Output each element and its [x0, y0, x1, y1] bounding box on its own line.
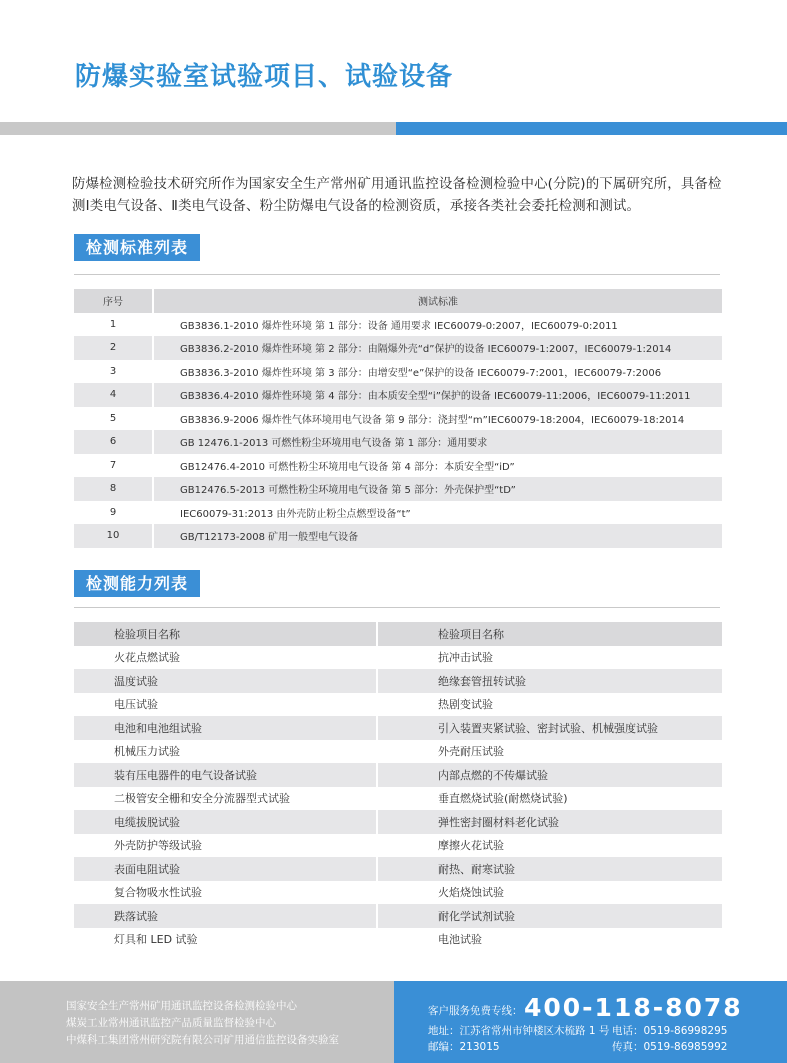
- row-number: 3: [109, 365, 117, 377]
- test-item-right: 火焰烧蚀试验: [438, 886, 504, 900]
- standard-text: GB3836.4-2010 爆炸性环境 第 4 部分：由本质安全型“i”保护的设备 IEC60079-11:2006，IEC60079-11:2011: [154, 383, 722, 407]
- hotline-number: 400-118-8078: [524, 993, 743, 1022]
- capabilities-divider: [74, 607, 720, 608]
- table-row: [74, 810, 722, 834]
- address: 地址：江苏省常州市钟楼区木梳路 1 号: [428, 1025, 610, 1037]
- test-item-right: 内部点燃的不传爆试验: [378, 763, 722, 787]
- table-row: [74, 477, 722, 501]
- postcode: 邮编：213015: [428, 1041, 500, 1053]
- standard-text: GB12476.4-2010 可燃性粉尘环境用电气设备 第 4 部分：本质安全型“iD”: [180, 461, 515, 473]
- capabilities-heading: 检测能力列表: [74, 570, 200, 597]
- table-row: [74, 881, 722, 905]
- row-number: 8: [74, 477, 152, 501]
- footer-organizations: [0, 981, 394, 1063]
- standard-text: GB3836.2-2010 爆炸性环境 第 2 部分：由隔爆外壳“d”保护的设备 IEC60079-1:2007，IEC60079-1:2014: [154, 336, 722, 360]
- standards-table: [74, 289, 722, 548]
- row-number: 4: [74, 383, 152, 407]
- standard-text: IEC60079-31:2013 由外壳防止粉尘点燃型设备“t”: [180, 508, 411, 520]
- table-row: [74, 430, 722, 454]
- table-row: [74, 763, 722, 787]
- row-number: 10: [74, 524, 152, 548]
- test-item-right: 垂直燃烧试验(耐燃烧试验): [438, 792, 568, 806]
- org-line: 国家安全生产常州矿用通讯监控设备检测检验中心: [66, 1000, 297, 1012]
- test-item-left: 复合物吸水性试验: [114, 886, 202, 900]
- page-title: 防爆实验室试验项目、试验设备: [75, 62, 454, 92]
- table-row: [74, 716, 722, 740]
- table-row: [74, 360, 722, 384]
- test-item-right: 热剧变试验: [438, 698, 493, 712]
- org-line: 中煤科工集团常州研究院有限公司矿用通信监控设备实验室: [66, 1034, 339, 1046]
- test-item-left: 装有压电器件的电气设备试验: [74, 763, 376, 787]
- test-item-left: 跌落试验: [74, 904, 376, 928]
- table-row: [74, 524, 722, 548]
- header-bar-gray: [0, 122, 396, 135]
- test-item-right: 摩擦火花试验: [438, 839, 504, 853]
- standard-text: GB 12476.1-2013 可燃性粉尘环境用电气设备 第 1 部分：通用要求: [154, 430, 722, 454]
- row-number: 2: [74, 336, 152, 360]
- test-item-right: 电池试验: [438, 933, 482, 947]
- column-header-no: 序号: [74, 289, 152, 313]
- test-item-right: 绝缘套管扭转试验: [378, 669, 722, 693]
- standard-text: GB3836.1-2010 爆炸性环境 第 1 部分：设备 通用要求 IEC60079-0:2007，IEC60079-0:2011: [180, 320, 618, 332]
- standard-text: GB/T12173-2008 矿用一般型电气设备: [154, 524, 722, 548]
- table-row: [74, 787, 722, 811]
- standard-text: GB3836.9-2006 爆炸性气体环境用电气设备 第 9 部分：浇封型“m”IEC60079-18:2004，IEC60079-18:2014: [180, 414, 685, 426]
- test-item-left: 温度试验: [74, 669, 376, 693]
- table-row: [74, 646, 722, 670]
- column-header-standard: 测试标准: [154, 289, 722, 313]
- test-item-right: 引入装置夹紧试验、密封试验、机械强度试验: [378, 716, 722, 740]
- table-row: [74, 336, 722, 360]
- test-item-right: 耐化学试剂试验: [378, 904, 722, 928]
- hotline-label: 客户服务免费专线：: [428, 1005, 523, 1017]
- test-item-left: 电池和电池组试验: [74, 716, 376, 740]
- table-row: [74, 904, 722, 928]
- table-row: [74, 834, 722, 858]
- table-row: [74, 857, 722, 881]
- test-item-left: 表面电阻试验: [74, 857, 376, 881]
- test-item-left: 火花点燃试验: [114, 651, 180, 665]
- capabilities-header-row: [74, 622, 722, 646]
- test-item-left: 电压试验: [114, 698, 158, 712]
- test-item-left: 机械压力试验: [114, 745, 180, 759]
- test-item-left: 外壳防护等级试验: [114, 839, 202, 853]
- table-row: [74, 383, 722, 407]
- header-bar-blue: [396, 122, 787, 135]
- footer-contact: [394, 981, 787, 1063]
- row-number: 1: [109, 318, 117, 330]
- table-row: [74, 740, 722, 764]
- column-header-right: 检验项目名称: [378, 622, 722, 646]
- capabilities-table: [74, 622, 722, 951]
- test-item-right: 耐热、耐寒试验: [378, 857, 722, 881]
- standard-text: GB12476.5-2013 可燃性粉尘环境用电气设备 第 5 部分：外壳保护型“tD”: [154, 477, 722, 501]
- test-item-left: 灯具和 LED 试验: [114, 933, 198, 947]
- table-row: [74, 693, 722, 717]
- table-row: [74, 454, 722, 478]
- standards-divider: [74, 274, 720, 275]
- standards-header-row: [74, 289, 722, 313]
- column-header-left: 检验项目名称: [74, 622, 376, 646]
- row-number: 9: [109, 506, 117, 518]
- org-line: 煤炭工业常州通讯监控产品质量监督检验中心: [66, 1017, 276, 1029]
- test-item-left: 二极管安全栅和安全分流器型式试验: [114, 792, 290, 806]
- test-item-right: 外壳耐压试验: [438, 745, 504, 759]
- table-row: [74, 313, 722, 337]
- table-row: [74, 928, 722, 952]
- test-item-left: 电缆拔脱试验: [74, 810, 376, 834]
- table-row: [74, 501, 722, 525]
- row-number: 7: [109, 459, 117, 471]
- table-row: [74, 669, 722, 693]
- intro-paragraph: 防爆检测检验技术研究所作为国家安全生产常州矿用通讯监控设备检测检验中心(分院)的下属研究所，具备检测Ⅰ类电气设备、Ⅱ类电气设备、粉尘防爆电气设备的检测资质，承接各类社会委托检测和测试。: [72, 177, 722, 214]
- fax: 传真：0519-86985992: [612, 1041, 728, 1053]
- standard-text: GB3836.3-2010 爆炸性环境 第 3 部分：由增安型“e”保护的设备 IEC60079-7:2001，IEC60079-7:2006: [180, 367, 662, 379]
- telephone: 电话：0519-86998295: [612, 1025, 728, 1037]
- test-item-right: 抗冲击试验: [438, 651, 493, 665]
- test-item-right: 弹性密封圈材料老化试验: [378, 810, 722, 834]
- standards-heading: 检测标准列表: [74, 234, 200, 261]
- table-row: [74, 407, 722, 431]
- row-number: 5: [109, 412, 117, 424]
- row-number: 6: [74, 430, 152, 454]
